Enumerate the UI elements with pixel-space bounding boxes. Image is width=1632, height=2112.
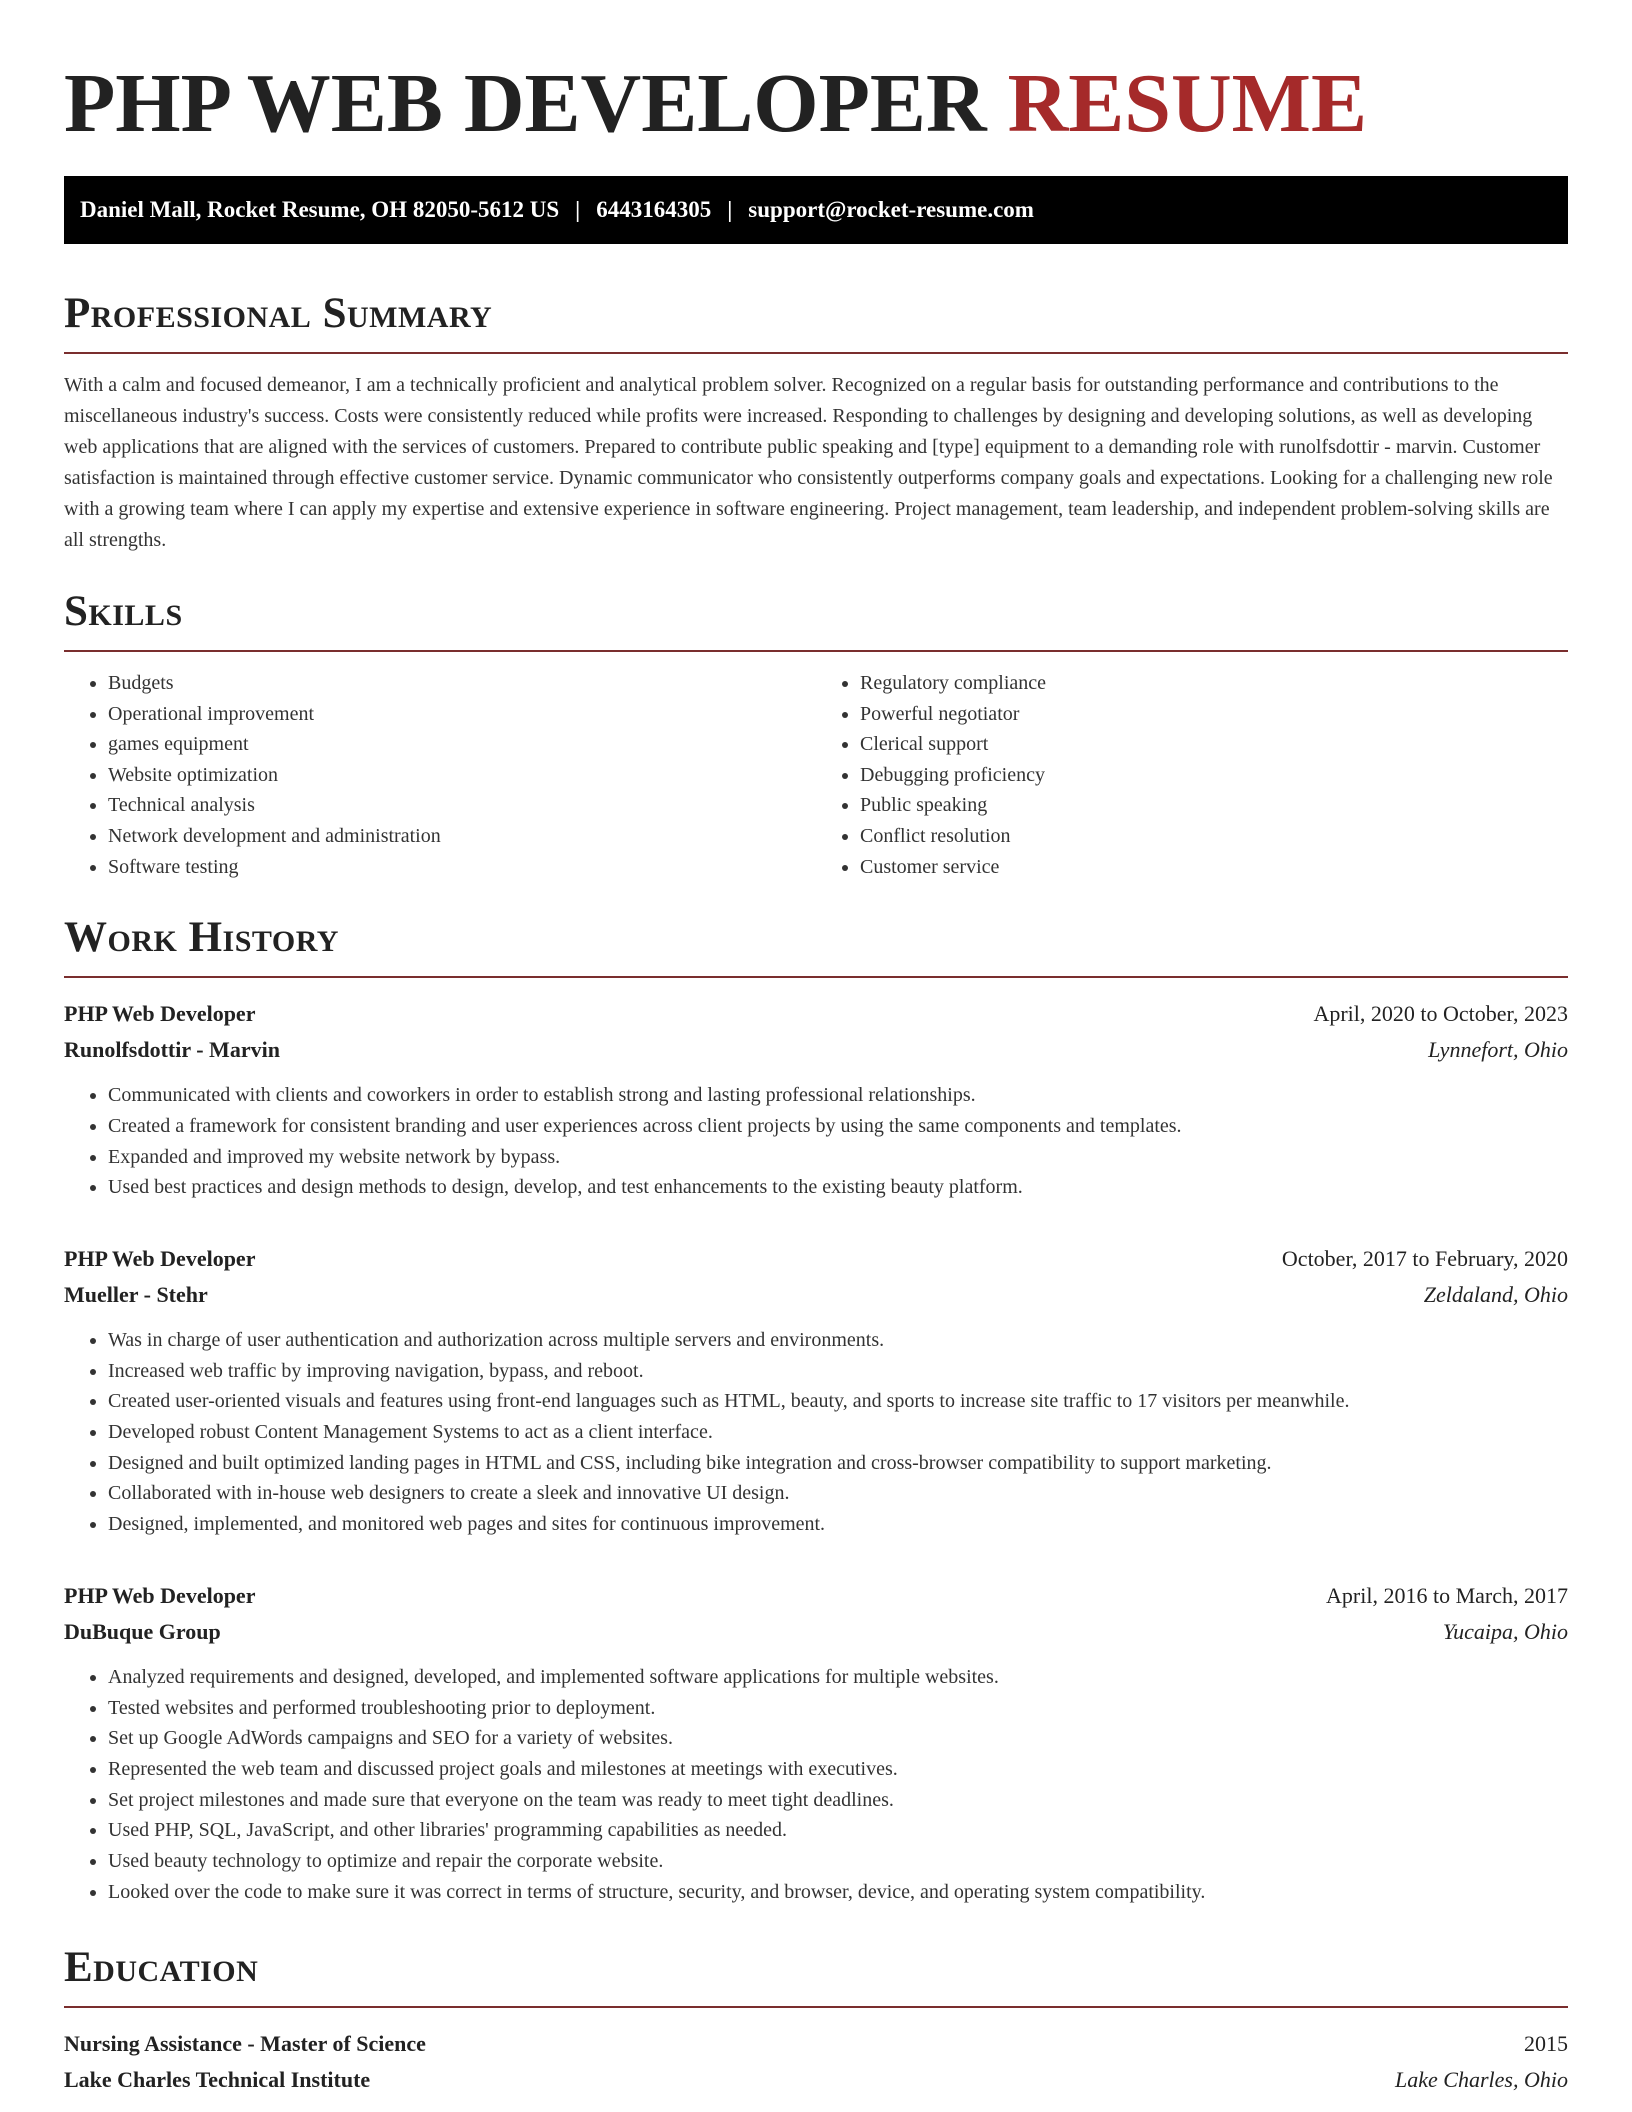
job-bullet: • Was in charge of user authentication and authorization across multiple servers and environments. [108,1325,1568,1356]
education-degree: Nursing Assistance - Master of Science [64,2030,426,2056]
job-dates: April, 2016 to March, 2017 [1326,1582,1568,1608]
education-row [64,2062,1568,2098]
education-section [64,1942,1568,2098]
skill-item: • Website optimization [108,760,816,791]
skill-item: • Regulatory compliance [860,668,1568,699]
job-company-row [64,1614,1568,1650]
job-company: DuBuque Group [64,1618,221,1644]
job-dates: April, 2020 to October, 2023 [1313,1001,1568,1027]
education-location: Lake Charles, Ohio [1395,2066,1568,2092]
work-heading: Work History [64,914,339,962]
job-bullet: • Set up Google AdWords campaigns and SEO for a variety of websites. [108,1723,1568,1754]
job-location: Yucaipa, Ohio [1442,1618,1568,1644]
job-bullet: • Used best practices and design methods to design, develop, and test enhancements to the existing beauty platform. [108,1172,1568,1203]
education-entry [64,2026,1568,2098]
section-divider [64,650,1568,652]
job-entry [64,1578,1568,1908]
job-bullet: • Tested websites and performed troubleshooting prior to deployment. [108,1693,1568,1724]
job-company-row [64,1277,1568,1313]
education-row [64,2026,1568,2062]
section-divider [64,352,1568,354]
title-main: PHP WEB DEVELOPER [64,57,987,150]
job-list [64,996,1568,1907]
job-location: Lynnefort, Ohio [1428,1037,1568,1063]
skill-item: • Operational improvement [108,699,816,730]
job-entry [64,996,1568,1203]
summary-heading: Professional Summary [64,290,493,337]
job-company: Mueller - Stehr [64,1281,208,1307]
job-title: PHP Web Developer [64,1001,256,1027]
job-bullet: • Analyzed requirements and designed, developed, and implemented software applications for multiple websites. [108,1662,1568,1693]
job-bullet: • Created a framework for consistent branding and user experiences across client projects by using the same components and templates. [108,1111,1568,1142]
job-title: PHP Web Developer [64,1245,256,1271]
section-divider [64,2006,1568,2008]
job-header-row [64,1241,1568,1277]
summary-section [64,288,1568,556]
job-dates: October, 2017 to February, 2020 [1281,1245,1568,1271]
skill-item: • Software testing [108,852,816,883]
job-header-row [64,996,1568,1032]
job-bullets [64,1662,1568,1908]
contact-phone: 6443164305 [596,197,712,222]
job-bullet: • Looked over the code to make sure it was correct in terms of structure, security, and browser, device, and operating system compatibility. [108,1877,1568,1908]
title-accent: RESUME [1007,57,1367,150]
job-bullet: • Designed, implemented, and monitored web pages and sites for continuous improvement. [108,1509,1568,1540]
skills-section [64,586,1568,882]
contact-bar [64,176,1568,244]
skill-item: • Public speaking [860,790,1568,821]
job-entry [64,1241,1568,1540]
skill-item: • Debugging proficiency [860,760,1568,791]
work-section [64,912,1568,1907]
skill-item: • Clerical support [860,729,1568,760]
contact-address: Daniel Mall, Rocket Resume, OH 82050-5612 US [80,197,560,222]
job-title: PHP Web Developer [64,1582,256,1608]
skill-item: • Budgets [108,668,816,699]
job-header-row [64,1578,1568,1614]
job-bullet: • Created user-oriented visuals and features using front-end languages such as HTML, beauty, and sports to increase site traffic to 17 visitors per meanwhile. [108,1386,1568,1417]
section-divider [64,976,1568,978]
contact-separator: | [727,197,733,222]
skills-columns [64,668,1568,882]
resume-title [64,58,1568,150]
skill-item: • Customer service [860,852,1568,883]
job-bullet: • Designed and built optimized landing pages in HTML and CSS, including bike integration and cross-browser compatibility to support marketing. [108,1448,1568,1479]
contact-separator: | [575,197,581,222]
job-bullet: • Developed robust Content Management Systems to act as a client interface. [108,1417,1568,1448]
skill-item: • Network development and administration [108,821,816,852]
job-bullet: • Collaborated with in-house web designers to create a sleek and innovative UI design. [108,1478,1568,1509]
skills-heading: Skills [64,588,183,635]
job-bullet: • Represented the web team and discussed project goals and milestones at meetings with executives. [108,1754,1568,1785]
skill-item: • Conflict resolution [860,821,1568,852]
job-bullets [64,1325,1568,1540]
skill-item: • Powerful negotiator [860,699,1568,730]
job-bullet: • Set project milestones and made sure that everyone on the team was ready to meet tight deadlines. [108,1785,1568,1816]
skill-item: • Technical analysis [108,790,816,821]
skills-list-left [64,668,816,882]
job-bullet: • Used beauty technology to optimize and repair the corporate website. [108,1846,1568,1877]
summary-text: With a calm and focused demeanor, I am a technically proficient and analytical problem solver. Recognized on a regular basis for outstanding performance and contributions to the miscellaneous industry's success. Costs were consistently reduced while profits were increased. Responding to challenges by designing and developing solutions, as well as developing web applications that are aligned with the services of customers. Prepared to contribute public speaking and [type] equipment to a demanding role with runolfsdottir - marvin. Customer satisfaction is maintained through effective customer service. Dynamic communicator who consistently outperforms company goals and expectations. Looking for a challenging new role with a growing team where I can apply my expertise and extensive experience in software engineering. Project management, team leadership, and independent problem-solving skills are all strengths. [64,374,1553,551]
skill-item: • games equipment [108,729,816,760]
job-location: Zeldaland, Ohio [1423,1281,1568,1307]
job-company-row [64,1032,1568,1068]
job-bullet: • Increased web traffic by improving navigation, bypass, and reboot. [108,1356,1568,1387]
job-bullet: • Used PHP, SQL, JavaScript, and other libraries' programming capabilities as needed. [108,1815,1568,1846]
job-bullet: • Communicated with clients and coworkers in order to establish strong and lasting professional relationships. [108,1080,1568,1111]
education-year: 2015 [1524,2030,1568,2056]
job-bullets [64,1080,1568,1203]
education-heading: Education [64,1943,259,1991]
contact-email: support@rocket-resume.com [748,197,1034,222]
skills-list-right [816,668,1568,882]
job-bullet: • Expanded and improved my website network by bypass. [108,1142,1568,1173]
education-school: Lake Charles Technical Institute [64,2066,371,2092]
job-company: Runolfsdottir - Marvin [64,1037,280,1063]
